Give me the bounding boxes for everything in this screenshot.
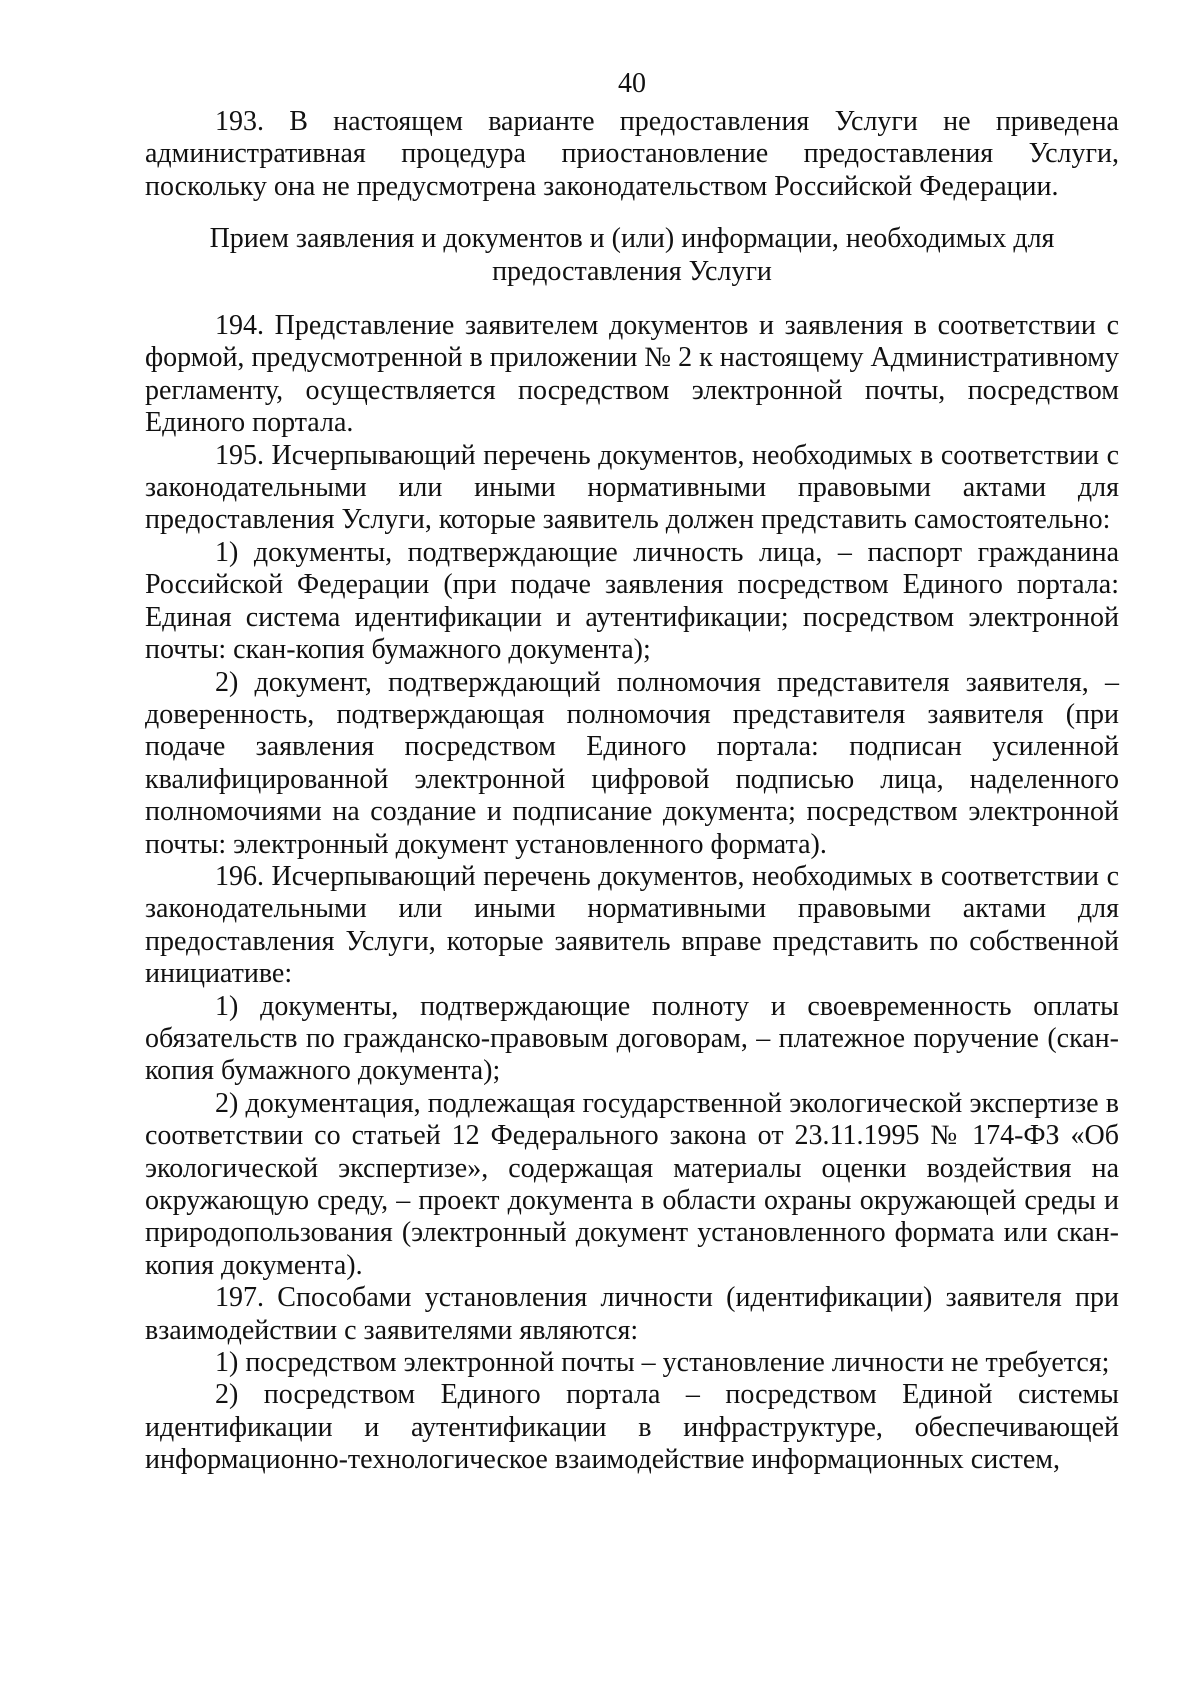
paragraph-195: 195. Исчерпывающий перечень документов, необходимых в соответствии с законодательными или иными нормативными правовыми актами для предоставления Услуги, которые заявитель должен представить самостоятельно:: [145, 439, 1119, 536]
paragraph-196: 196. Исчерпывающий перечень документов, необходимых в соответствии с законодательными или иными нормативными правовыми актами для предоставления Услуги, которые заявитель вправе представить по собственной инициативе:: [145, 860, 1119, 990]
paragraph-196-item-1: 1) документы, подтверждающие полноту и своевременность оплаты обязательств по гражданско-правовым договорам, – платежное поручение (скан-копия бумажного документа);: [145, 990, 1119, 1087]
document-page: [145, 68, 1119, 1477]
paragraph-197-item-2: 2) посредством Единого портала – посредством Единой системы идентификации и аутентификации в инфраструктуре, обеспечивающей информационно-технологическое взаимодействие информационных систем,: [145, 1379, 1119, 1476]
paragraph-196-item-2: 2) документация, подлежащая государственной экологической экспертизе в соответствии со статьей 12 Федерального закона от 23.11.1995 № 174-ФЗ «Об экологической экспертизе», содержащая материалы оценки воздействия на окружающую среду, – проект документа в области охраны окружающей среды и природопользования (электронный документ установленного формата или скан-копия документа).: [145, 1087, 1119, 1281]
paragraph-193: 193. В настоящем варианте предоставления Услуги не приведена административная процедура приостановление предоставления Услуги, поскольку она не предусмотрена законодательством Российской Федерации.: [145, 106, 1119, 202]
section-heading: Прием заявления и документов и (или) информации, необходимых для предоставления Услуги: [209, 223, 1055, 287]
paragraph-195-item-1: 1) документы, подтверждающие личность лица, – паспорт гражданина Российской Федерации (при подаче заявления посредством Единого портала: Единая система идентификации и аутентификации; посредством электронной почты: скан-копия бумажного документа);: [145, 536, 1119, 666]
page-number: 40: [618, 68, 646, 99]
paragraph-197: 197. Способами установления личности (идентификации) заявителя при взаимодействии с заявителями являются:: [145, 1282, 1119, 1346]
paragraph-194: 194. Представление заявителем документов и заявления в соответствии с формой, предусмотренной в приложении № 2 к настоящему Административному регламенту, осуществляется посредством электронной почты, посредством Единого портала.: [145, 310, 1119, 439]
paragraph-197-item-1: 1) посредством электронной почты – установление личности не требуется;: [215, 1347, 1110, 1379]
paragraph-195-item-2: 2) документ, подтверждающий полномочия представителя заявителя, – доверенность, подтверждающая полномочия представителя заявителя (при подаче заявления посредством Единого портала: подписан усиленной квалифицированной электронной цифровой подписью лица, наделенного полномочиями на создание и подписание документа; посредством электронной почты: электронный документ установленного формата).: [145, 666, 1119, 860]
